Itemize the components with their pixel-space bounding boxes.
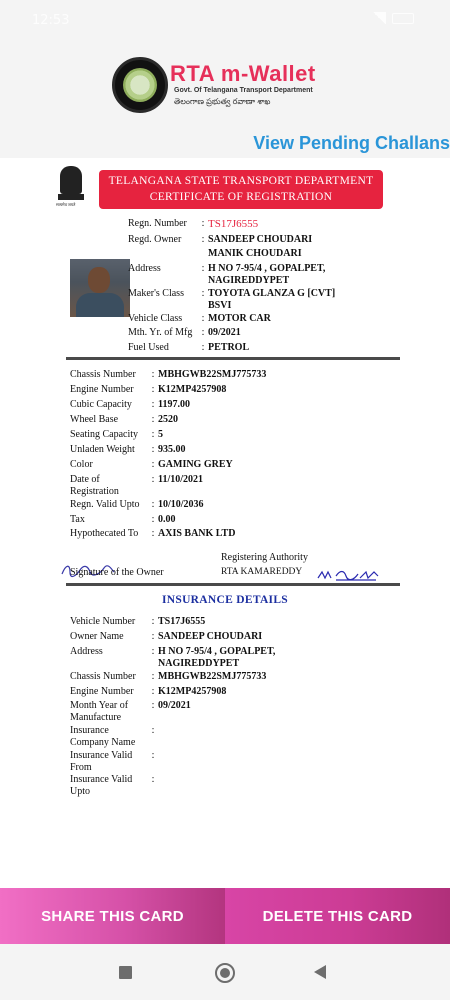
- authority-signature-icon: [316, 566, 380, 582]
- field-separator: :: [151, 646, 155, 657]
- field-separator: [198, 248, 208, 260]
- field-row: [70, 414, 178, 426]
- field-separator: :: [151, 774, 155, 785]
- national-emblem-icon: [56, 166, 86, 210]
- field-value: 09/2021: [158, 700, 191, 711]
- field-value: SANDEEP CHOUDARI: [208, 234, 313, 245]
- field-value: TOYOTA GLANZA G [CVT]: [208, 288, 336, 299]
- signal-icon: [372, 12, 386, 24]
- field-label: Address: [70, 646, 103, 657]
- navigation-bar: [0, 944, 450, 1000]
- app-subtitle: Govt. Of Telangana Transport Department: [174, 87, 313, 94]
- field-row: [70, 750, 158, 774]
- field-value: PETROL: [208, 342, 250, 353]
- field-label: Regd. Owner: [128, 234, 182, 245]
- field-row: [70, 774, 158, 798]
- field-value: TS17J6555: [208, 218, 259, 230]
- field-label: Unladen Weight: [70, 444, 135, 455]
- field-separator: :: [151, 369, 155, 380]
- field-label: Insurance Company Name: [70, 725, 136, 748]
- field-value: MANIK CHOUDARI: [208, 248, 302, 259]
- field-label: Seating Capacity: [70, 429, 139, 440]
- field-separator: :: [151, 514, 155, 525]
- field-separator: :: [201, 288, 205, 299]
- field-row: [128, 313, 271, 325]
- field-label: Engine Number: [70, 686, 134, 697]
- section-divider: [66, 357, 400, 360]
- field-value: MOTOR CAR: [208, 313, 271, 324]
- field-row: [128, 342, 249, 354]
- field-row: [128, 288, 335, 300]
- field-value: GAMING GREY: [158, 459, 233, 470]
- app-logo: [112, 57, 352, 113]
- field-value: 5: [158, 429, 163, 440]
- field-label: Vehicle Number: [70, 616, 136, 627]
- field-row: [70, 646, 275, 658]
- field-separator: :: [151, 528, 155, 539]
- field-value: H NO 7-95/4 , GOPALPET,: [208, 263, 326, 274]
- battery-icon: [392, 13, 414, 24]
- field-separator: :: [151, 686, 155, 697]
- field-separator: :: [201, 234, 205, 245]
- field-separator: :: [151, 459, 155, 470]
- field-value: MBHGWB22SMJ775733: [158, 369, 267, 380]
- field-label: Cubic Capacity: [70, 399, 132, 410]
- field-label: Tax: [70, 514, 85, 525]
- field-label: Insurance Valid Upto: [70, 774, 133, 797]
- view-pending-challans-link[interactable]: View Pending Challans: [253, 133, 450, 153]
- field-label: Regn. Number: [128, 218, 187, 229]
- banner-title: CERTIFICATE OF REGISTRATION: [149, 191, 333, 203]
- field-label: Wheel Base: [70, 414, 119, 425]
- field-row: [128, 300, 231, 312]
- field-label: Mth. Yr. of Mfg: [128, 327, 193, 338]
- field-value: NAGIREDDYPET: [158, 658, 240, 669]
- field-separator: [198, 300, 208, 312]
- field-row: [70, 399, 190, 411]
- insurance-heading: INSURANCE DETAILS: [162, 594, 288, 606]
- field-row: [128, 275, 289, 287]
- section-divider: [66, 583, 400, 586]
- field-row: [70, 384, 226, 396]
- field-separator: :: [201, 313, 205, 324]
- status-icons: [372, 12, 414, 24]
- field-row: [70, 369, 266, 381]
- field-label: Regn. Valid Upto: [70, 499, 140, 510]
- field-row: [70, 700, 191, 724]
- field-separator: [148, 658, 158, 670]
- field-value: BSVI: [208, 300, 232, 311]
- field-value: 1197.00: [158, 399, 190, 410]
- field-value: K12MP4257908: [158, 384, 227, 395]
- owner-photo: [70, 259, 130, 317]
- field-row: [70, 459, 233, 471]
- certificate-banner: [99, 170, 383, 209]
- field-separator: :: [201, 327, 205, 338]
- field-separator: :: [151, 444, 155, 455]
- field-label: Vehicle Class: [128, 313, 183, 324]
- field-label: Color: [70, 459, 93, 470]
- signature-owner-label: Signature of the Owner: [70, 567, 164, 578]
- field-separator: :: [151, 429, 155, 440]
- field-label: Chassis Number: [70, 671, 136, 682]
- field-separator: :: [151, 499, 155, 510]
- field-row: [128, 263, 325, 275]
- registration-certificate: [0, 158, 450, 888]
- field-row: [70, 514, 176, 526]
- field-row: [70, 499, 204, 511]
- field-value: AXIS BANK LTD: [158, 528, 236, 539]
- banner-department: TELANGANA STATE TRANSPORT DEPARTMENT: [108, 175, 374, 187]
- field-row: [70, 686, 226, 698]
- field-row: [70, 671, 266, 683]
- field-separator: :: [151, 631, 155, 642]
- field-separator: :: [201, 263, 205, 274]
- field-label: Month Year of Manufacture: [70, 700, 129, 723]
- field-value: TS17J6555: [158, 616, 206, 627]
- field-separator: :: [151, 616, 155, 627]
- field-separator: :: [151, 399, 155, 410]
- field-value: 0.00: [158, 514, 176, 525]
- field-separator: :: [151, 750, 155, 761]
- field-row: [128, 327, 241, 339]
- field-separator: :: [151, 671, 155, 682]
- back-icon[interactable]: [314, 965, 326, 979]
- field-label: [70, 658, 148, 670]
- field-row: [70, 658, 239, 670]
- status-bar: [0, 0, 450, 40]
- field-row: [70, 725, 158, 749]
- field-value: 11/10/2021: [158, 474, 204, 485]
- delete-card-button[interactable]: DELETE THIS CARD: [225, 888, 450, 944]
- field-label: Insurance Valid From: [70, 750, 133, 773]
- field-row: [70, 528, 235, 540]
- emblem-motto: सत्यमेव जयते: [56, 202, 76, 207]
- app-title: RTA m-Wallet: [170, 61, 316, 86]
- field-row: [70, 444, 186, 456]
- field-value: 10/10/2036: [158, 499, 204, 510]
- field-separator: :: [151, 474, 155, 485]
- field-label: Hypothecated To: [70, 528, 139, 539]
- field-label: [128, 300, 198, 312]
- field-row: [128, 234, 312, 246]
- app-telugu-subtitle: తెలంగాణ ప్రభుత్వ రవాణా శాఖ: [174, 97, 271, 106]
- status-time: 12:53: [32, 13, 70, 28]
- field-value: NAGIREDDYPET: [208, 275, 290, 286]
- field-label: Fuel Used: [128, 342, 169, 353]
- field-separator: :: [201, 342, 205, 353]
- field-separator: :: [151, 414, 155, 425]
- field-value: MBHGWB22SMJ775733: [158, 671, 267, 682]
- field-row: [70, 429, 163, 441]
- field-label: Engine Number: [70, 384, 134, 395]
- field-row: [70, 616, 205, 628]
- field-label: [128, 248, 198, 260]
- field-label: [128, 275, 198, 287]
- field-separator: :: [151, 725, 155, 736]
- field-separator: :: [151, 700, 155, 711]
- field-separator: :: [151, 384, 155, 395]
- field-label: Address: [128, 263, 161, 274]
- field-row: [128, 248, 302, 260]
- field-separator: :: [201, 218, 205, 229]
- telangana-seal-icon: [112, 57, 168, 113]
- field-row: [70, 631, 262, 643]
- field-label: Chassis Number: [70, 369, 136, 380]
- home-icon[interactable]: [215, 963, 235, 983]
- field-value: 2520: [158, 414, 178, 425]
- field-row: [128, 218, 258, 230]
- field-separator: [198, 275, 208, 287]
- field-row: [70, 474, 203, 498]
- registering-authority-label: Registering Authority: [221, 552, 308, 563]
- field-value: H NO 7-95/4 , GOPALPET,: [158, 646, 276, 657]
- field-value: SANDEEP CHOUDARI: [158, 631, 263, 642]
- field-label: Owner Name: [70, 631, 124, 642]
- field-label: Maker's Class: [128, 288, 184, 299]
- recent-apps-icon[interactable]: [119, 966, 132, 979]
- share-card-button[interactable]: SHARE THIS CARD: [0, 888, 225, 944]
- field-value: 935.00: [158, 444, 186, 455]
- field-value: K12MP4257908: [158, 686, 227, 697]
- registering-authority-name: RTA KAMAREDDY: [221, 567, 303, 577]
- field-label: Date of Registration: [70, 474, 119, 497]
- field-value: 09/2021: [208, 327, 241, 338]
